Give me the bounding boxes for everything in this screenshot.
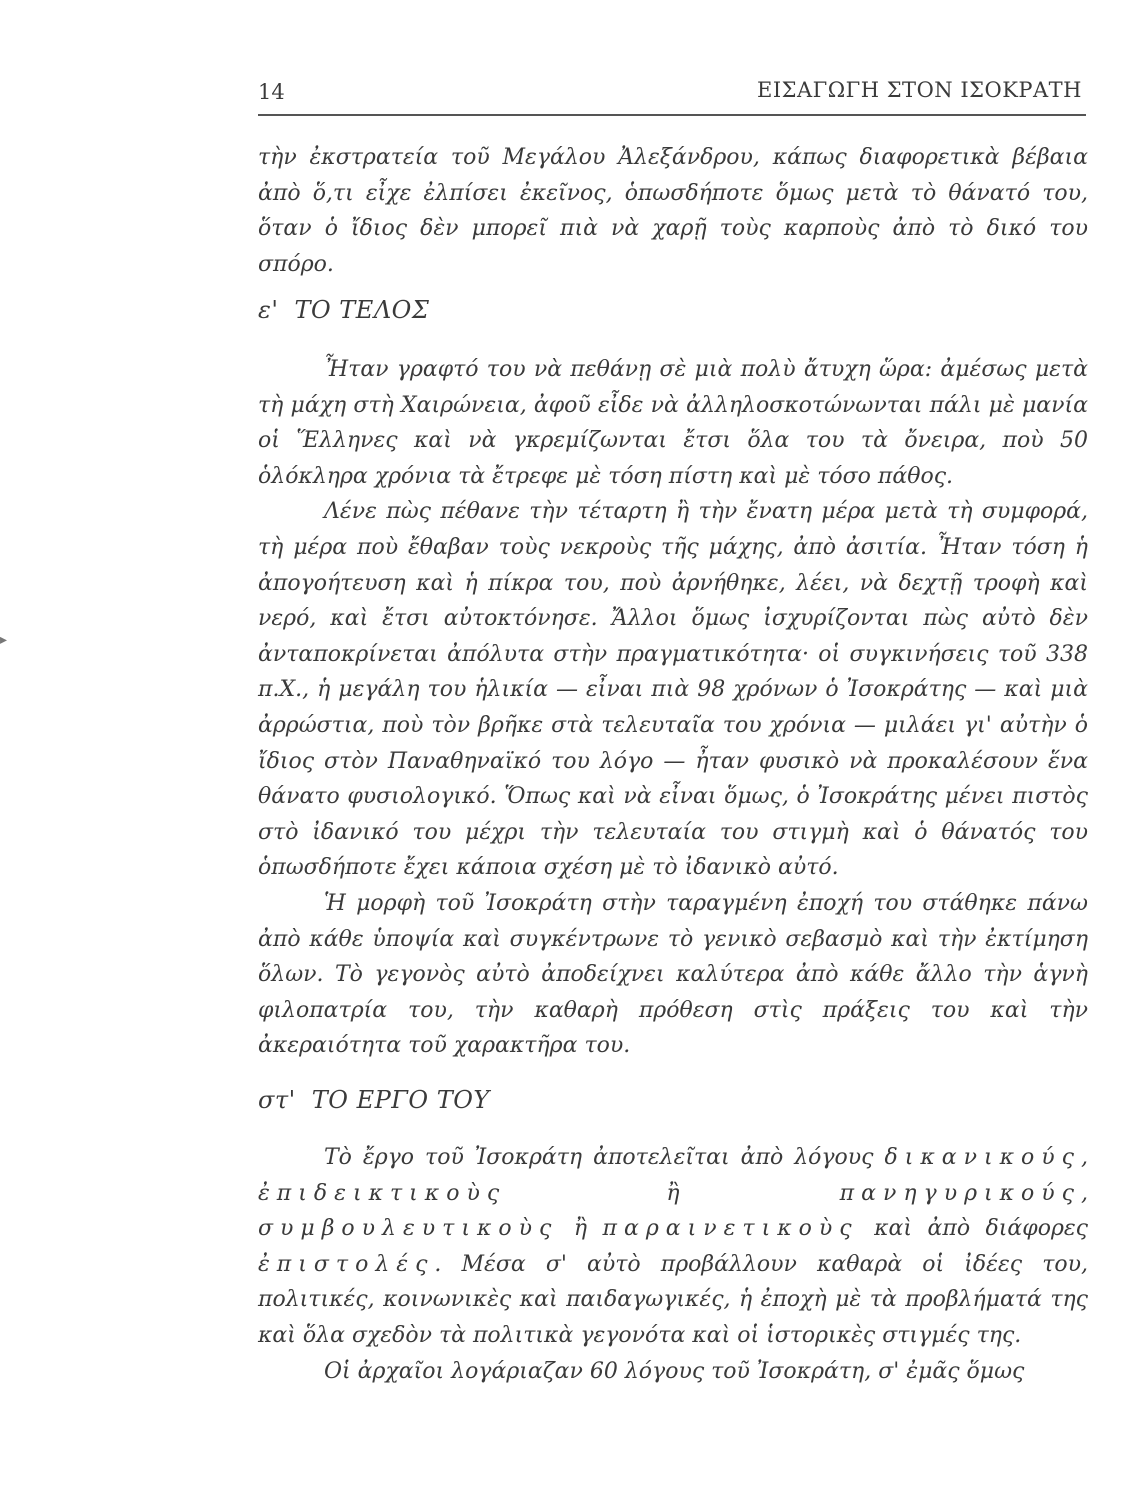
text-run: , [1081,1145,1088,1170]
section-number: στ' [258,1086,296,1114]
header-rule [258,114,1086,116]
text-run: ἢ [558,1216,603,1242]
emphasized-term: παραινετικοὺς [602,1216,859,1242]
page-number: 14 [258,80,285,104]
text-run: καὶ ἀπὸ διάφορες [858,1216,1088,1242]
text-run: ἢ [506,1180,840,1206]
section-heading-end [258,296,429,324]
paragraph: Λένε πὼς πέθανε τὴν τέταρτη ἢ τὴν ἔνατη μέρα μετὰ τὴ συμφορά, τὴ μέρα ποὺ ἔθαβαν τοὺς νεκροὺς τῆς μάχης, ἀπὸ ἀσιτία. Ἦταν τόση ἡ ἀπογοήτευση καὶ ἡ πίκρα του, ποὺ ἀρνήθηκε, λέει, νὰ δεχτῇ τροφὴ καὶ νερό, καὶ ἔτσι αὐτοκτόνησε. Ἄλλοι ὅμως ἰσχυρίζονται πὼς αὐτὸ δὲν ἀνταποκρίνεται ἀπόλυτα στὴν πραγματικότητα· οἱ συγκινήσεις τοῦ 338 π.Χ., ἡ μεγάλη του ἡλικία — εἶναι πιὰ 98 χρόνων ὁ Ἰσοκράτης — καὶ μιὰ ἀρρώστια, ποὺ τὸν βρῆκε στὰ τελευταῖα του χρόνια — μιλάει γι' αὐτὴν ὁ ἴδιος στὸν Παναθηναϊκό του λόγο — ἦταν φυσικὸ νὰ προκαλέσουν ἕνα θάνατο φυσιολογικό. Ὅπως καὶ νὰ εἶναι ὅμως, ὁ Ἰσοκράτης μένει πιστὸς στὸ ἰδανικό του μέχρι τὴν τελευταία του στιγμὴ καὶ ὁ θάνατός του ὁπωσδήποτε ἔχει κάποια σχέση μὲ τὸ ἰδανικὸ αὐτό. [258,499,1088,881]
emphasized-term: ἐπιστολές [258,1251,435,1277]
text-run: . Μέσα σ' αὐτὸ προβάλλουν καθαρὰ οἱ ἰδέες του, πολιτικές, κοινωνικὲς καὶ παιδαγωγικές, ἡ ἐποχὴ μὲ τὰ προβλήματά της καὶ ὅλα σχεδὸν τὰ πολιτικὰ γεγονότα καὶ οἱ ἱστορικὲς στιγμές της. [258,1251,1088,1348]
emphasized-term: συμβουλευτικοὺς [258,1216,559,1242]
paragraph: Ἦταν γραφτό του νὰ πεθάνῃ σὲ μιὰ πολὺ ἄτυχη ὥρα: ἀμέσως μετὰ τὴ μάχη στὴ Χαιρώνεια, ἀφοῦ εἶδε νὰ ἀλληλοσκοτώνωνται πάλι μὲ μανία οἱ Ἕλληνες καὶ νὰ γκρεμίζωνται ἔτσι ὅλα του τὰ ὄνειρα, ποὺ 50 ὁλόκληρα χρόνια τὰ ἔτρεφε μὲ τόση πίστη καὶ μὲ τόσο πάθος. [258,357,1088,489]
scan-margin-mark: ▸ [0,632,8,648]
section-work-body [258,1140,1088,1389]
section-end-body [258,352,1088,1064]
paragraph [258,1140,1088,1354]
section-heading-work [258,1086,490,1114]
opening-paragraph-block [258,140,1088,282]
section-number: ε' [258,296,279,324]
running-head: ΕΙΣΑΓΩΓΗ ΣΤΟΝ ΙΣΟΚΡΑΤΗ [757,78,1082,102]
paragraph: Οἱ ἀρχαῖοι λογάριαζαν 60 λόγους τοῦ Ἰσοκράτη, σ' ἐμᾶς ὅμως [324,1358,1025,1384]
emphasized-term: ἐπιδεικτικοὺς [258,1180,507,1206]
emphasized-term: δικανικούς [884,1145,1081,1170]
text-run: , [1081,1180,1088,1206]
opening-paragraph: τὴν ἐκστρατεία τοῦ Μεγάλου Ἀλεξάνδρου, κάπως διαφορετικὰ βέβαια ἀπὸ ὅ,τι εἶχε ἐλπίσει ἐκεῖνος, ὁπωσδήποτε ὅμως μετὰ τὸ θάνατό του, ὅταν ὁ ἴδιος δὲν μπορεῖ πιὰ νὰ χαρῇ τοὺς καρποὺς ἀπὸ τὸ δικό του σπόρο. [258,145,1088,277]
section-title: ΤΟ ΤΕΛΟΣ [294,296,430,324]
section-title: ΤΟ ΕΡΓΟ ΤΟΥ [311,1086,490,1114]
text-run: Τὸ ἔργο τοῦ Ἰσοκράτη ἀποτελεῖται ἀπὸ λόγους [324,1145,885,1170]
paragraph: Ἡ μορφὴ τοῦ Ἰσοκράτη στὴν ταραγμένη ἐποχή του στάθηκε πάνω ἀπὸ κάθε ὑποψία καὶ συγκέντρωνε τὸ γενικὸ σεβασμὸ καὶ τὴν ἐκτίμηση ὅλων. Τὸ γεγονὸς αὐτὸ ἀποδείχνει καλύτερα ἀπὸ κάθε ἄλλο τὴν ἁγνὴ φιλοπατρία του, τὴν καθαρὴ πρόθεση στὶς πράξεις του καὶ τὴν ἀκεραιότητα τοῦ χαρακτῆρα του. [258,890,1088,1059]
emphasized-term: πανηγυρικούς [839,1180,1081,1206]
